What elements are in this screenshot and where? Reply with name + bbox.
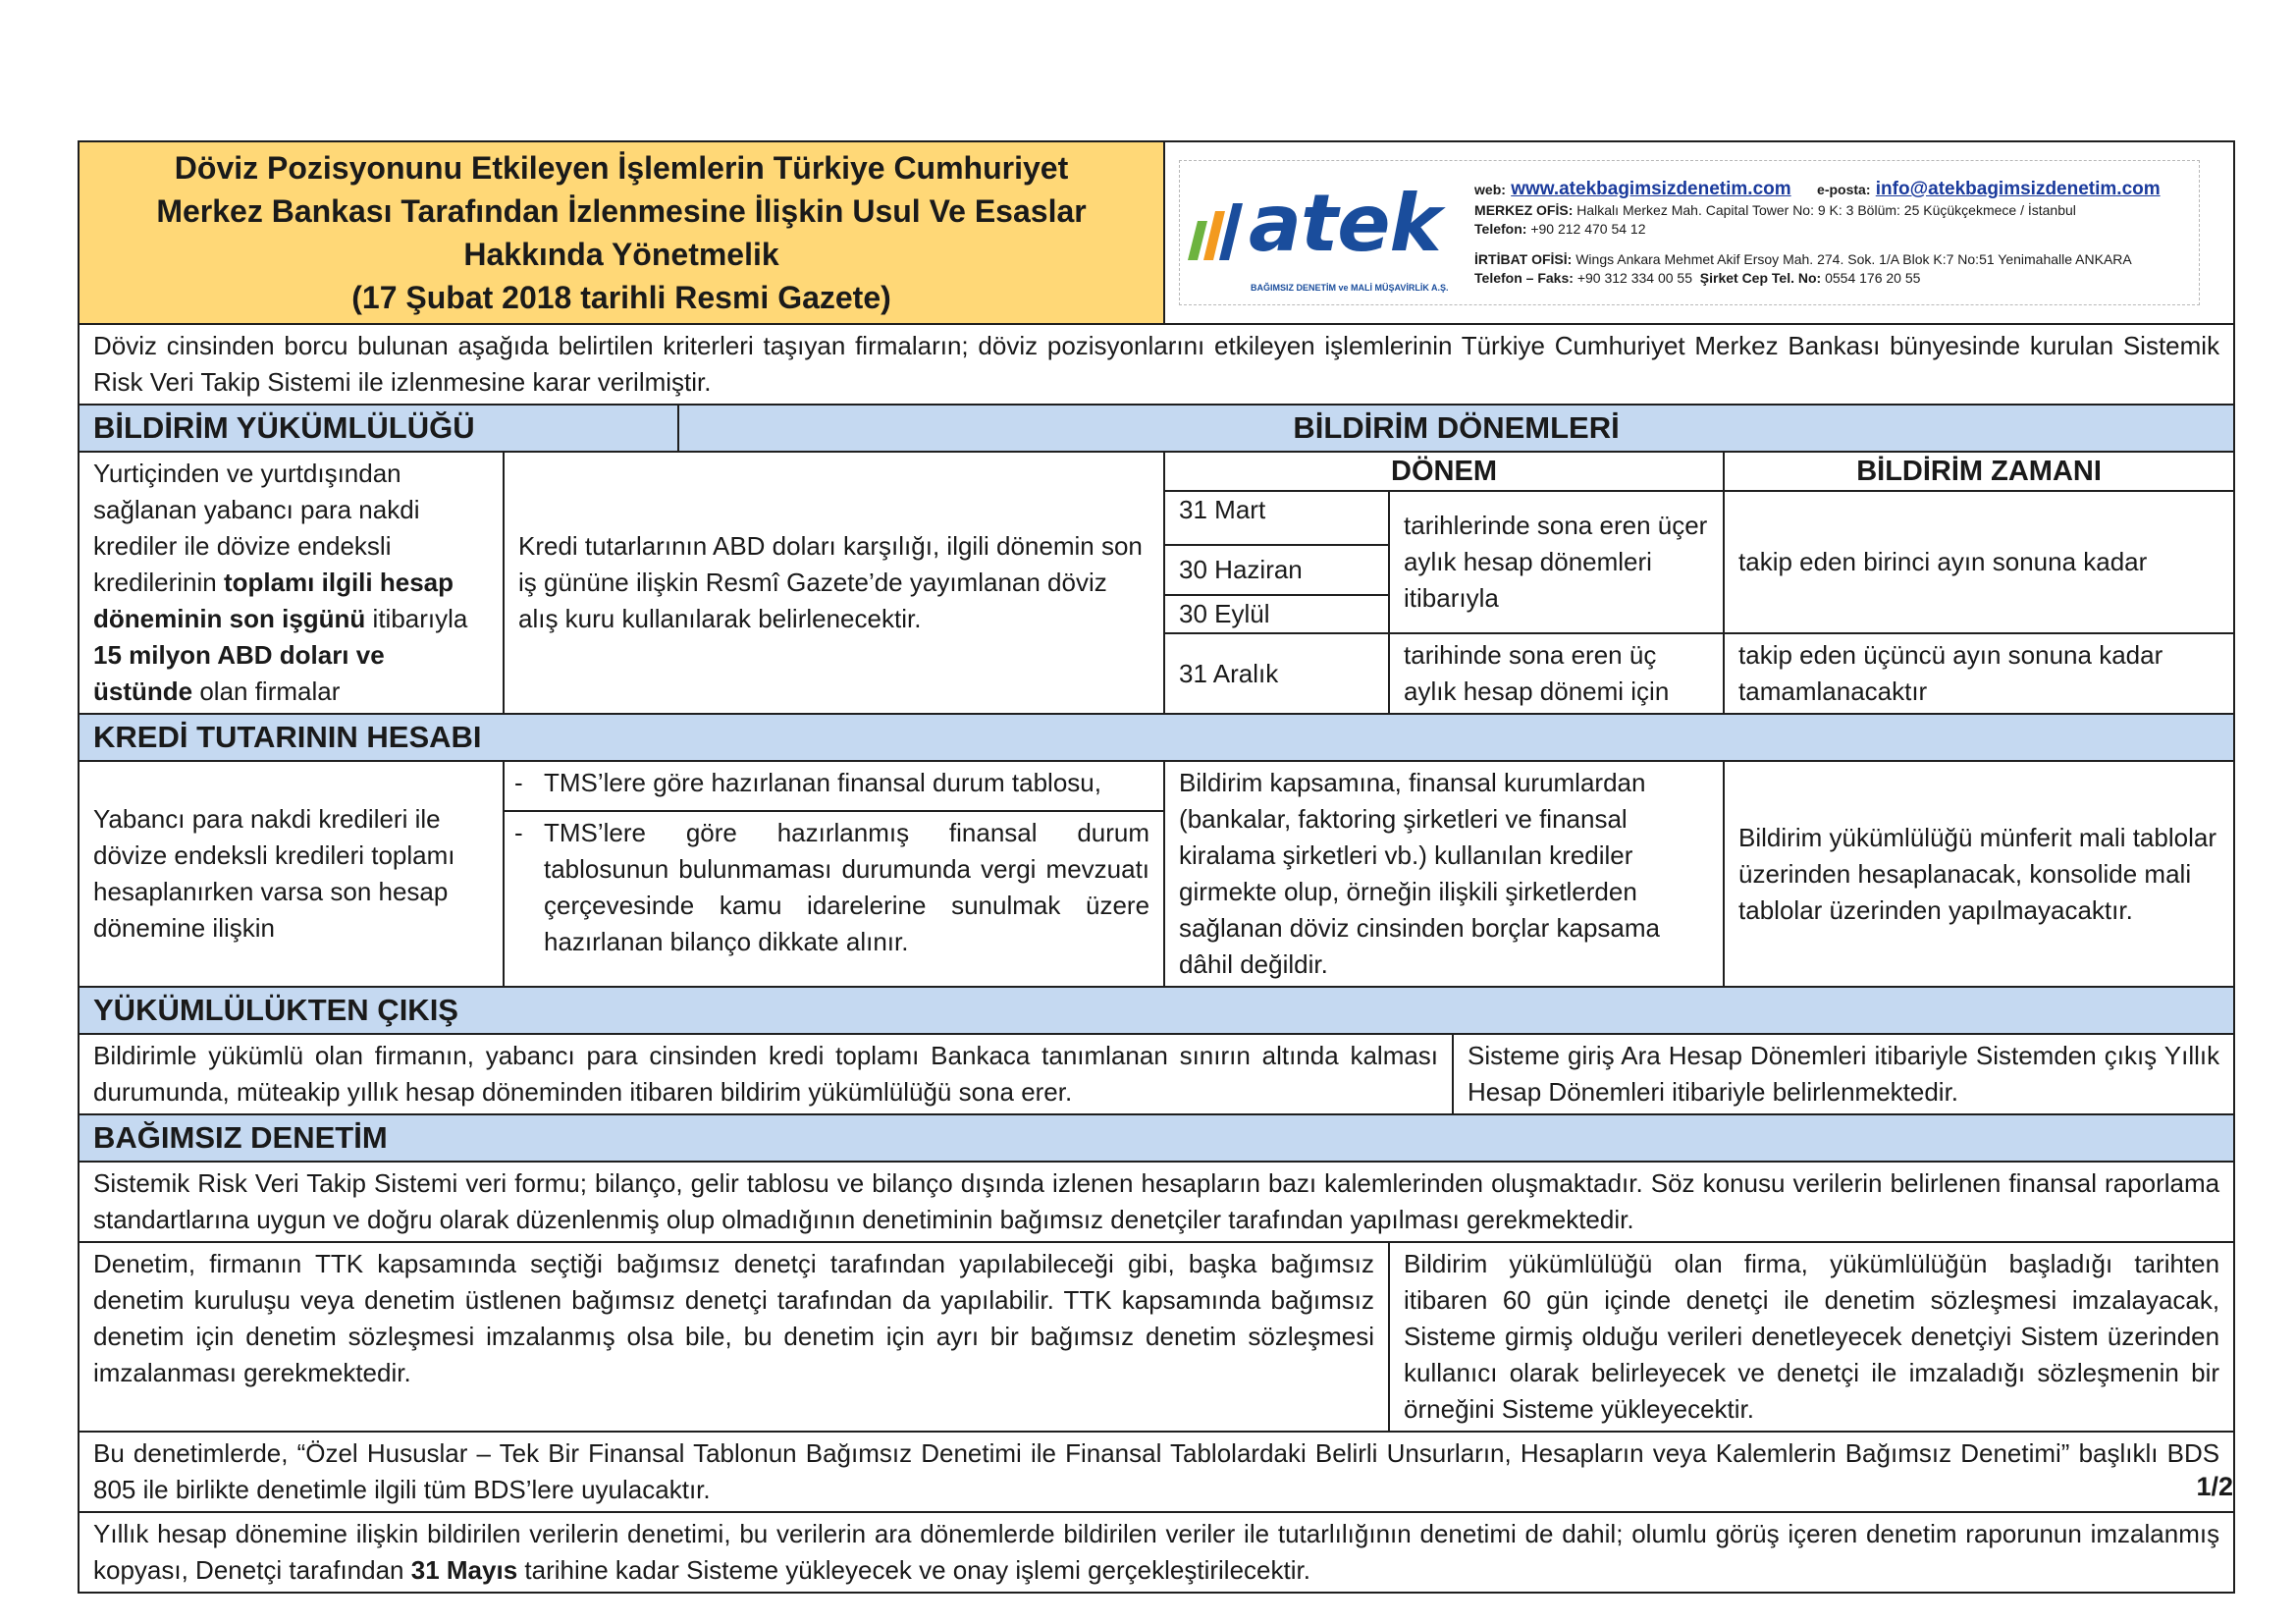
intro-text: Döviz cinsinden borcu bulunan aşağıda belirtilen kriterleri taşıyan firmaların; döviz pozisyonlarını etkileyen işlemlerinin Türkiye Cumhuriyet Merkez Bankası bünyesinde kurulan Sistemik Risk Veri Takip Sistemi ile izlenmesine karar verilmiştir. <box>79 324 2234 405</box>
telfaks-number: +90 312 334 00 55 <box>1576 270 1692 286</box>
regulation-table <box>78 140 2235 1594</box>
donem-31-mart: 31 Mart <box>1164 491 1389 545</box>
denetim-row-2 <box>79 1242 2234 1432</box>
merkez-address: Halkalı Merkez Mah. Capital Tower No: 9 K: 3 Bölüm: 25 Küçükçekmece / İstanbul <box>1576 202 2076 218</box>
denetim-paragraph-2-left: Denetim, firmanın TTK kapsamında seçtiği bağımsız denetçi tarafından yapılabileceği gibi, başka bağımsız denetim kuruluşu veya denetim üstlenen bağımsız denetçi tarafından da yapılabilir. TTK kapsamında bağımsız denetim için denetim sözleşmesi imzalanmış olsa bile, bu denetim için ayrı bir bağımsız denetim sözleşmesi imzalanması gerekmektedir. <box>79 1242 1389 1432</box>
yukumluluk-text: Yurtiçinden ve yurtdışından sağlanan yabancı para nakdi krediler ile dövize endeksli kredilerinin toplamı ilgili hesap döneminin son işgünü itibarıyla 15 milyon ABD doları ve üstünde olan firmalar <box>79 452 504 714</box>
denetim-paragraph-3: Bu denetimlerde, “Özel Hususlar – Tek Bir Finansal Tablonun Bağımsız Denetimi ile Finansal Tablolardaki Belirli Unsurların, Hesapların veya Kalemlerin Bağımsız Denetimi” başlıklı BDS 805 ile birlikte denetimle ilgili tüm BDS’lere uyulacaktır. <box>79 1432 2234 1512</box>
denetim-paragraph-4: Yıllık hesap dönemine ilişkin bildirilen verilerin denetimi, bu verilerin ara dönemlerde bildirilen veriler ile tutarlılığının denetimi de dahil; olumlu görüş içeren denetim raporunun imzalanmış kopyası, Denetçi tarafından 31 Mayıs tarihine kadar Sisteme yükleyecek ve onay işlemi gerçekleştirilecektir. <box>79 1512 2234 1593</box>
intro-row <box>79 324 2234 405</box>
bildirim-zamani-1: takip eden birinci ayın sonuna kadar <box>1724 491 2234 633</box>
dash-marker: - <box>514 818 523 848</box>
bildirim-zamani-2: takip eden üçüncü ayın sonuna kadar tamamlanacaktır <box>1724 633 2234 714</box>
document-page <box>78 140 2233 1594</box>
telfaks-label: Telefon – Faks: <box>1474 270 1574 286</box>
cikis-row <box>79 1034 2234 1114</box>
logo-tagline: BAĞIMSIZ DENETİM ve MALİ MÜŞAVİRLİK A.Ş. <box>1251 283 1449 293</box>
email-link[interactable]: info@atekbagimsizdenetim.com <box>1875 179 2161 199</box>
donem-31-aralik: 31 Aralık <box>1164 633 1389 714</box>
title-line-2: Merkez Bankası Tarafından İzlenmesine İlişkin Usul Ve Esaslar <box>156 193 1087 229</box>
denetim-heading-row <box>79 1114 2234 1162</box>
item-2-text: TMS’lere göre hazırlanmış finansal durum tablosunun bulunmaması durumunda vergi mevzuatı çerçevesinde kamu idarelerine sunulmak üzere hazırlanan bilanço dikkate alınır. <box>544 818 1150 957</box>
cikis-heading-row <box>79 987 2234 1034</box>
website-link[interactable]: www.atekbagimsizdenetim.com <box>1511 179 1791 199</box>
contact-info <box>1465 178 2199 288</box>
email-label: e-posta: <box>1817 182 1871 197</box>
bildirim-yukumlulugu-heading: BİLDİRİM YÜKÜMLÜLÜĞÜ <box>79 405 678 452</box>
bildirim-zamani-column-header: BİLDİRİM ZAMANI <box>1724 452 2234 491</box>
atek-logo <box>1180 174 1465 292</box>
cep-number: 0554 176 20 55 <box>1825 270 1921 286</box>
header-row <box>79 141 2234 324</box>
denetim-row-3 <box>79 1432 2234 1512</box>
kredi-hesabi-heading-row <box>79 714 2234 761</box>
cep-label: Şirket Cep Tel. No: <box>1699 270 1822 286</box>
kredi-hesabi-item-2 <box>504 811 1164 987</box>
bildirim-heading-row <box>79 405 2234 452</box>
page-number: 1/2 <box>2196 1472 2233 1501</box>
item-1-text: TMS’lere göre hazırlanan finansal durum tablosu, <box>544 768 1101 797</box>
denetim-row-4 <box>79 1512 2234 1593</box>
donem-30-haziran: 30 Haziran <box>1164 545 1389 595</box>
bildirim-donemleri-heading: BİLDİRİM DÖNEMLERİ <box>678 405 2234 452</box>
kredi-tutarinin-hesabi-heading: KREDİ TUTARININ HESABI <box>79 714 2234 761</box>
logo-stripes-icon <box>1180 191 1258 280</box>
dash-marker: - <box>514 768 523 797</box>
bagimsiz-denetim-heading: BAĞIMSIZ DENETİM <box>79 1114 2234 1162</box>
donem-column-header: DÖNEM <box>1164 452 1724 491</box>
kredi-hesabi-left: Yabancı para nakdi kredileri ile dövize endeksli kredileri toplamı hesaplanırken varsa son hesap dönemine ilişkin <box>79 761 504 987</box>
denetim-paragraph-1: Sistemik Risk Veri Takip Sistemi veri formu; bilanço, gelir tablosu ve bilanço dışında izlenen hesapların bazı kalemlerinden oluşmaktadır. Söz konusu verilerin belirlenen finansal raporlama standartlarına uygun ve doğru olarak düzenlenmiş olup olmadığının denetiminin bağımsız denetçiler tarafından yapılması gerekmektedir. <box>79 1162 2234 1242</box>
cikis-left-text: Bildirimle yükümlü olan firmanın, yabancı para cinsinden kredi toplamı Bankaca tanımlanan sınırın altında kalması durumunda, müteakip yıllık hesap döneminden itibaren bildirim yükümlülüğü sona erer. <box>79 1034 1453 1114</box>
denetim-row-1 <box>79 1162 2234 1242</box>
denetim-paragraph-2-right: Bildirim yükümlülüğü olan firma, yükümlülüğün başladığı tarihten itibaren 60 gün içinde denetçi ile denetim sözleşmesi imzalayacak, Sisteme girmiş olduğu verileri denetleyecek denetçiyi Sistem üzerinden kullanıcı olarak belirleyecek ve denetçi ile imzaladığı sözleşmenin bir örneğini Sisteme yükleyecektir. <box>1389 1242 2234 1432</box>
logo-brand: atek <box>1249 178 1441 269</box>
bildirim-body-row <box>79 452 2234 491</box>
kredi-hesabi-item-1 <box>504 761 1164 811</box>
irtibat-label: İRTİBAT OFİSİ: <box>1474 251 1573 267</box>
irtibat-address: Wings Ankara Mehmet Akif Ersoy Mah. 274. Sok. 1/A Blok K:7 No:51 Yenimahalle ANKARA <box>1575 251 2132 267</box>
donem-aciklama-1: tarihlerinde sona eren üçer aylık hesap dönemleri itibarıyla <box>1389 491 1724 633</box>
kredi-tutari-text: Kredi tutarlarının ABD doları karşılığı, ilgili dönemin son iş gününe ilişkin Resmî Gazete’de yayımlanan döviz alış kuru kullanılarak belirlenecektir. <box>504 452 1164 714</box>
cikis-right-text: Sisteme giriş Ara Hesap Dönemleri itibariyle Sistemden çıkış Yıllık Hesap Dönemleri itibariyle belirlenmektedir. <box>1453 1034 2234 1114</box>
donem-30-eylul: 30 Eylül <box>1164 595 1389 633</box>
merkez-label: MERKEZ OFİS: <box>1474 202 1574 218</box>
telefon-label: Telefon: <box>1474 221 1527 237</box>
kredi-hesabi-row-1 <box>79 761 2234 811</box>
donem-aciklama-2: tarihinde sona eren üç aylık hesap dönemi için <box>1389 633 1724 714</box>
telefon-number: +90 212 470 54 12 <box>1530 221 1646 237</box>
document-title <box>79 141 1164 324</box>
munferit-text: Bildirim yükümlülüğü münferit mali tablolar üzerinden hesaplanacak, konsolide mali tablolar üzerinden yapılmayacaktır. <box>1724 761 2234 987</box>
kredi-kapsam-text: Bildirim kapsamına, finansal kurumlardan (bankalar, faktoring şirketleri ve finansal kiralama şirketleri vb.) kullanılan krediler girmekte olup, örneğin ilişkili şirketlerden sağlanan döviz cinsinden borçlar kapsama dâhil değildir. <box>1164 761 1724 987</box>
title-line-4: (17 Şubat 2018 tarihli Resmi Gazete) <box>351 280 891 315</box>
company-header <box>1164 141 2234 324</box>
title-line-3: Hakkında Yönetmelik <box>463 237 779 272</box>
web-label: web: <box>1474 182 1506 197</box>
title-line-1: Döviz Pozisyonunu Etkileyen İşlemlerin Türkiye Cumhuriyet <box>174 150 1069 186</box>
company-logo-box <box>1179 160 2200 305</box>
yukumlulukten-cikis-heading: YÜKÜMLÜLÜKTEN ÇIKIŞ <box>79 987 2234 1034</box>
